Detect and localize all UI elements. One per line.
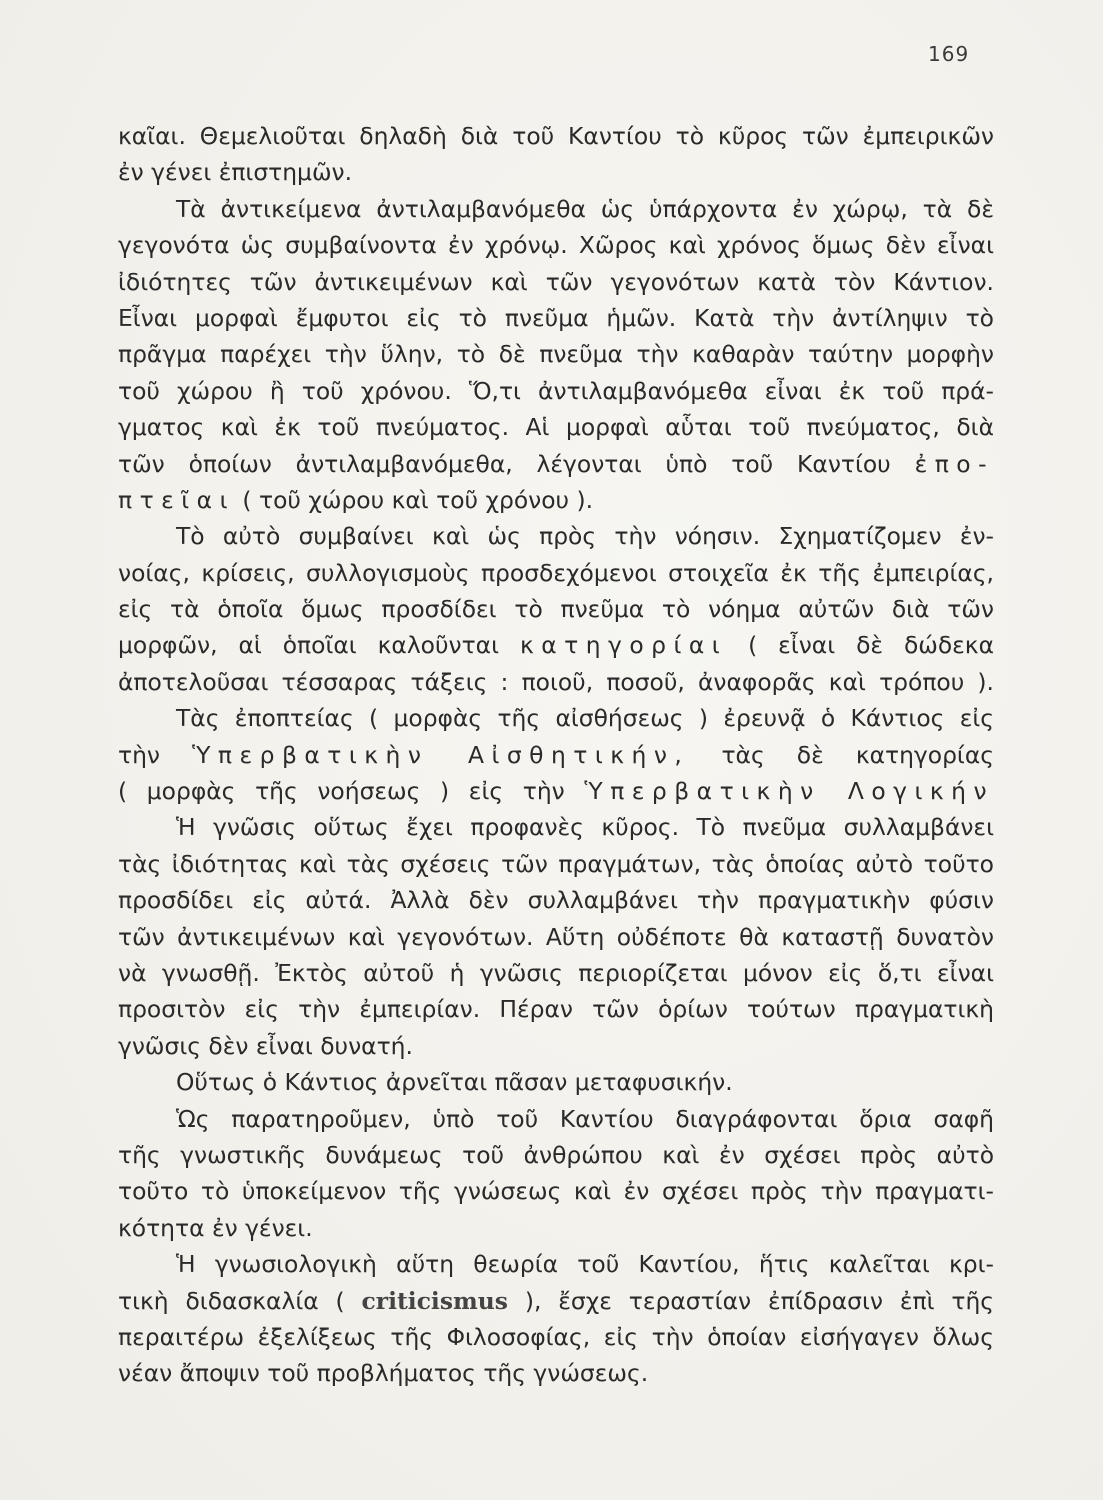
text-fragment: τὴν: [118, 740, 160, 769]
text-line: [118, 482, 994, 518]
text-line: προσδίδει εἰς αὐτά. Ἀλλὰ δὲν συλλαμβάνει τὴν πραγματικὴν φύσιν: [118, 886, 994, 915]
text-line: κότητα ἐν γένει.: [118, 1213, 313, 1242]
text-fragment: ( μορφὰς τῆς νοήσεως ) εἰς τὴν: [118, 777, 565, 806]
spaced-term: κατηγορίαι: [519, 631, 728, 660]
text-line: Ἡ γνωσιολογικὴ αὕτη θεωρία τοῦ Καντίου, ἥτις καλεῖται κρι-: [176, 1250, 994, 1279]
text-line: Οὕτως ὁ Κάντιος ἀρνεῖται πᾶσαν μεταφυσικήν.: [176, 1068, 733, 1097]
text-fragment: τικὴ διδασκαλία (: [118, 1286, 345, 1315]
text-fragment: τὰς δὲ κατηγορίας: [721, 740, 994, 769]
text-line: τοῦ χώρου ἢ τοῦ χρόνου. Ὅ,τι ἀντιλαμβανόμεθα εἶναι ἐκ τοῦ πρά-: [118, 376, 994, 405]
page-number: 169: [928, 42, 970, 66]
text-line: [118, 773, 994, 809]
text-fragment: ), ἔσχε τεραστίαν ἐπίδρασιν ἐπὶ τῆς: [524, 1286, 994, 1315]
text-fragment: τῶν ὁποίων ἀντιλαμβανόμεθα, λέγονται ὑπὸ τοῦ Καντίου: [118, 449, 891, 478]
text-line: [118, 1283, 994, 1319]
text-line: τῆς γνωστικῆς δυνάμεως τοῦ ἀνθρώπου καὶ ἐν σχέσει πρὸς αὐτὸ: [118, 1140, 994, 1169]
text-line: [118, 446, 994, 482]
text-line: γνῶσις δὲν εἶναι δυνατή.: [118, 1031, 413, 1060]
text-line: εἰς τὰ ὁποῖα ὅμως προσδίδει τὸ πνεῦμα τὸ νόημα αὐτῶν διὰ τῶν: [118, 595, 994, 624]
text-line: γεγονότα ὡς συμβαίνοντα ἐν χρόνῳ. Χῶρος καὶ χρόνος ὅμως δὲν εἶναι: [118, 231, 994, 260]
spaced-term: Ὑπερβατικὴν Αἰσθητικήν,: [192, 740, 690, 769]
text-line: ἐν γένει ἐπιστημῶν.: [118, 158, 353, 187]
text-line: περαιτέρω ἐξελίξεως τῆς Φιλοσοφίας, εἰς τὴν ὁποίαν εἰσήγαγεν ὅλως: [118, 1322, 994, 1351]
text-line: [118, 627, 994, 663]
text-line: Εἶναι μορφαὶ ἔμφυτοι εἰς τὸ πνεῦμα ἡμῶν. Κατὰ τὴν ἀντίληψιν τὸ: [118, 303, 994, 332]
page-body-text: [118, 118, 994, 1392]
text-line: Ὡς παρατηροῦμεν, ὑπὸ τοῦ Καντίου διαγράφονται ὅρια σαφῆ: [176, 1104, 994, 1133]
latin-term: criticismus: [361, 1286, 508, 1315]
text-fragment: μορφῶν, αἱ ὁποῖαι καλοῦνται: [118, 631, 499, 660]
text-line: προσιτὸν εἰς τὴν ἐμπειρίαν. Πέραν τῶν ὁρίων τούτων πραγματικὴ: [118, 995, 994, 1024]
text-line: τῶν ἀντικειμένων καὶ γεγονότων. Αὕτη οὐδέποτε θὰ καταστῇ δυνατὸν: [118, 922, 994, 951]
spaced-term-fragment: πτεῖαι: [118, 485, 235, 514]
text-line: καῖαι. Θεμελιοῦται δηλαδὴ διὰ τοῦ Καντίου τὸ κῦρος τῶν ἐμπειρικῶν: [118, 122, 994, 150]
text-line: πρᾶγμα παρέχει τὴν ὕλην, τὸ δὲ πνεῦμα τὴν καθαρὰν ταύτην μορφὴν: [118, 340, 994, 369]
text-line: ἰδιότητες τῶν ἀντικειμένων καὶ τῶν γεγονότων κατὰ τὸν Κάντιον.: [118, 267, 994, 296]
text-line: νοίας, κρίσεις, συλλογισμοὺς προσδεχόμενοι στοιχεῖα ἐκ τῆς ἐμπειρίας,: [118, 558, 994, 587]
text-fragment: ( εἶναι δὲ δώδεκα: [748, 631, 995, 660]
text-line: ἀποτελοῦσαι τέσσαρας τάξεις : ποιοῦ, ποσοῦ, ἀναφορᾶς καὶ τρόπου ).: [118, 667, 994, 696]
text-line: γματος καὶ ἐκ τοῦ πνεύματος. Αἱ μορφαὶ αὗται τοῦ πνεύματος, διὰ: [118, 413, 994, 442]
text-line: τοῦτο τὸ ὑποκείμενον τῆς γνώσεως καὶ ἐν σχέσει πρὸς τὴν πραγματι-: [118, 1177, 994, 1206]
text-fragment: ( τοῦ χώρου καὶ τοῦ χρόνου ).: [242, 485, 594, 514]
spaced-term-fragment: ἐπο-: [914, 449, 995, 478]
text-line: νέαν ἄποψιν τοῦ προβλήματος τῆς γνώσεως.: [118, 1359, 649, 1388]
text-line: Τὰ ἀντικείμενα ἀντιλαμβανόμεθα ὡς ὑπάρχοντα ἐν χώρῳ, τὰ δὲ: [176, 194, 994, 223]
spaced-term: Ὑπερβατικὴν Λογικήν: [584, 777, 994, 806]
text-line: τὰς ἰδιότητας καὶ τὰς σχέσεις τῶν πραγμάτων, τὰς ὁποίας αὐτὸ τοῦτο: [118, 849, 994, 878]
text-line: Τὸ αὐτὸ συμβαίνει καὶ ὡς πρὸς τὴν νόησιν. Σχηματίζομεν ἐν-: [176, 522, 994, 551]
text-line: Ἡ γνῶσις οὕτως ἔχει προφανὲς κῦρος. Τὸ πνεῦμα συλλαμβάνει: [176, 813, 994, 842]
text-line: Τὰς ἐποπτείας ( μορφὰς τῆς αἰσθήσεως ) ἐρευνᾷ ὁ Κάντιος εἰς: [176, 704, 994, 733]
text-line: νὰ γνωσθῇ. Ἐκτὸς αὐτοῦ ἡ γνῶσις περιορίζεται μόνον εἰς ὅ,τι εἶναι: [118, 958, 994, 987]
text-line: [118, 737, 994, 773]
